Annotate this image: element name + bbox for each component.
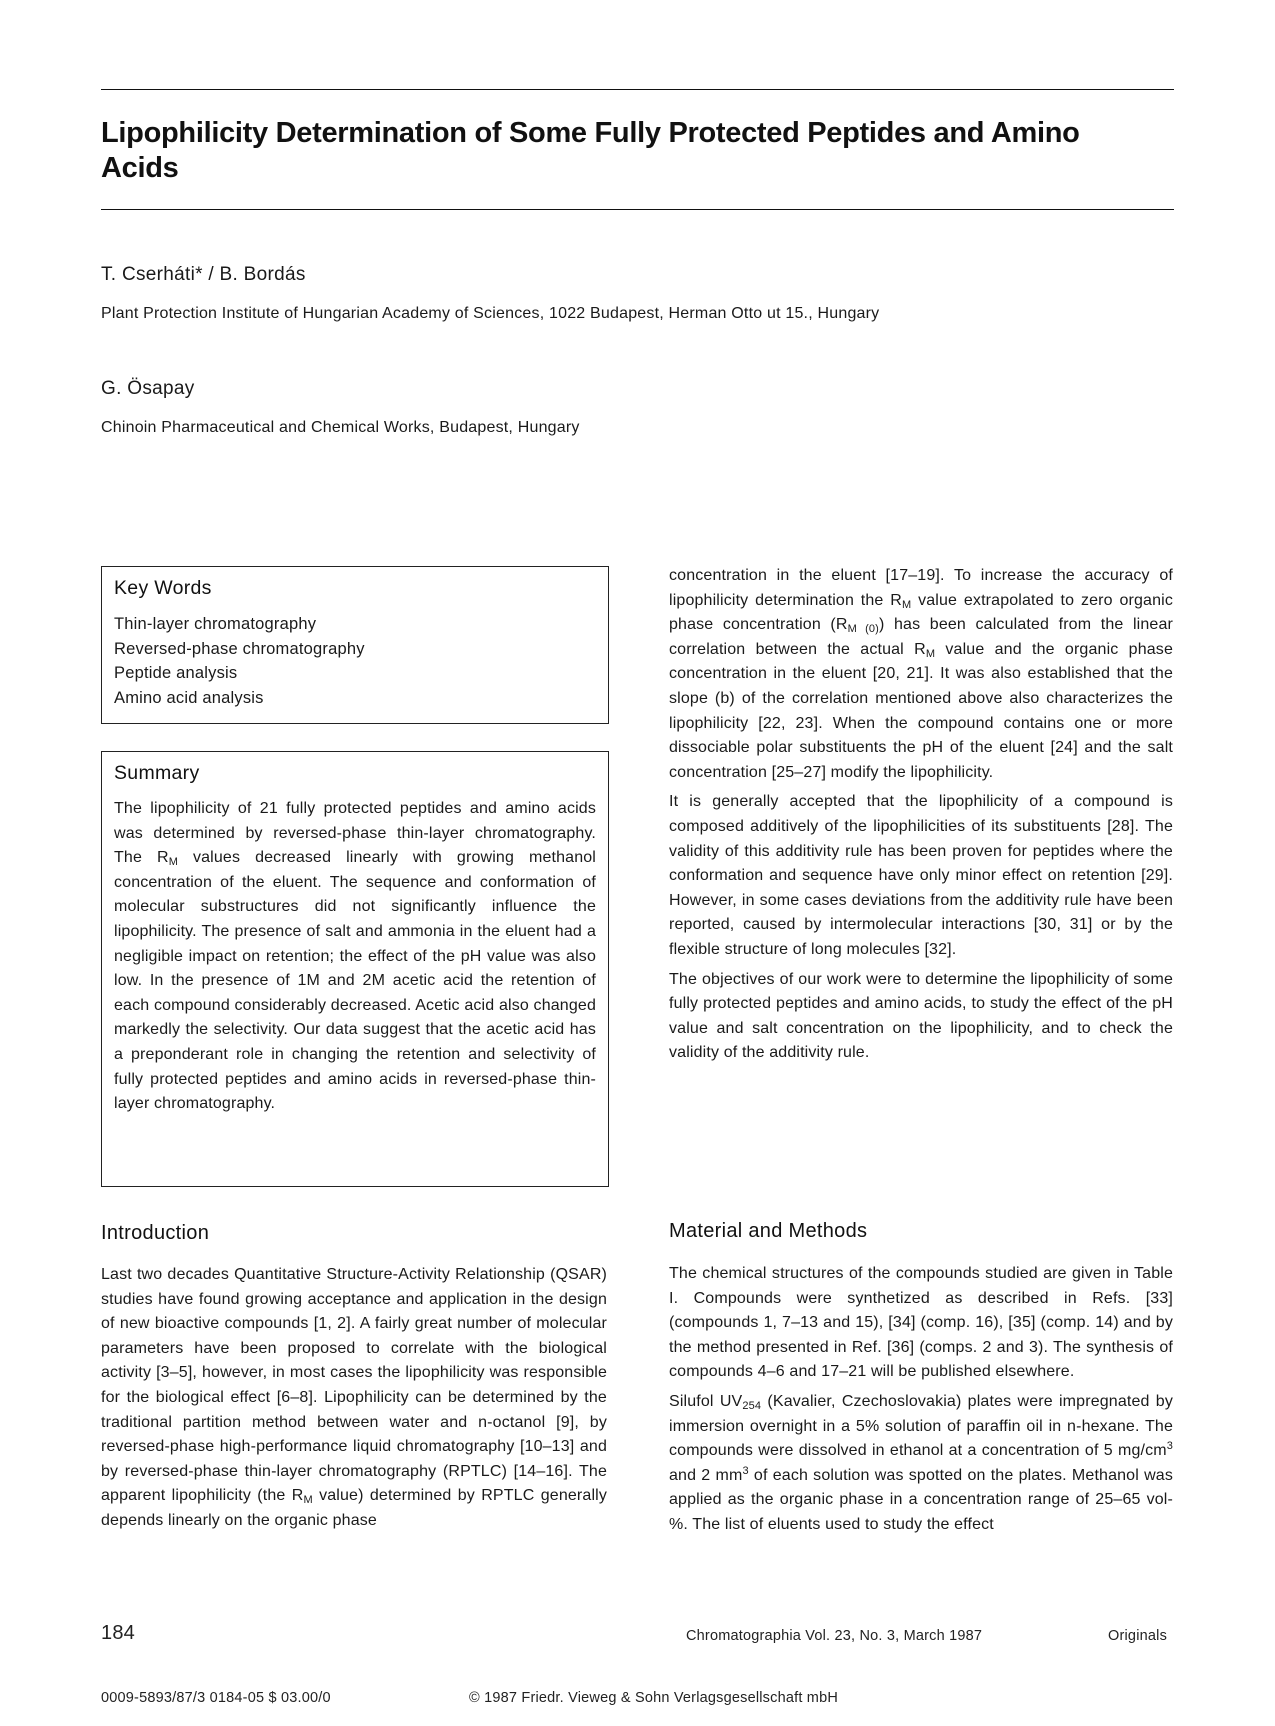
key-word-item: Reversed-phase chromatography [114,639,365,658]
methods-heading: Material and Methods [669,1220,868,1242]
paragraph: concentration in the eluent [17–19]. To increase the accuracy of lipophilicity determination the $R_M$ value extrapolated to zero organic phase concentration $(R_{M (0)})$ has been calculated from the linear correlation between the actual $R_M$ value and the organic phase concentration in the eluent [20, 21]. It was also established that the slope (b) of the correlation mentioned above also characterizes the lipophilicity [22, 23]. When the compound contains one or more dissociable polar substituents the pH of the eluent [24] and the salt concentration [25–27] modify the lipophilicity. [669,567,1174,781]
article-title: Lipophilicity Determination of Some Fully Protected Peptides and Amino Acids [101,117,1080,184]
authors-line-2: G. Ösapay [101,378,195,399]
copyright-notice: © 1987 Friedr. Vieweg & Sohn Verlagsgesellschaft mbH [469,1690,839,1706]
paragraph: It is generally accepted that the lipophilicity of a compound is composed additively of the lipophilicities of its substituents [28]. The validity of this additivity rule has been proven for peptides where the conformation and sequence have only minor effect on retention [29]. However, in some cases deviations from the additivity rule have been reported, caused by intermolecular interactions [30, 31] or by the flexible structure of long molecules [32]. [669,793,1173,958]
authors-line-1: T. Cserháti* / B. Bordás [101,264,306,285]
methods-text [669,1262,1173,1543]
title-bottom-rule [101,209,1174,210]
summary-box [101,751,609,1187]
paragraph: The chemical structures of the compounds studied are given in Table I. Compounds were synthetized as described in Refs. [33] (compounds 1, 7–13 and 15), [34] (comp. 16), [35] (comp. 14) and by the method presented in Ref. [36] (comps. 2 and 3). The synthesis of compounds 4–6 and 17–21 will be published elsewhere. [669,1265,1173,1381]
section-label: Originals [1108,1628,1168,1644]
key-words-box [101,566,609,724]
introduction-text: Last two decades Quantitative Structure-Activity Relationship (QSAR) studies have found growing acceptance and application in the design of new bioactive compounds [1, 2]. A fairly great number of molecular parameters have been proposed to correlate with the biological activity [3–5], however, in most cases the lipophilicity was responsible for the biological effect [6–8]. Lipophilicity can be determined by the traditional partition method between water and n-octanol [9], by reversed-phase high-performance liquid chromatography [10–13] and by reversed-phase thin-layer chromatography (RPTLC) [14–16]. The apparent lipophilicity (the $R_M$ value) determined by RPTLC generally depends linearly on the organic phase [101,1266,608,1529]
key-word-item: Peptide analysis [114,664,238,682]
page-number: 184 [101,1622,135,1644]
introduction-heading: Introduction [101,1222,210,1244]
article-code: 0009-5893/87/3 0184-05 $ 03.00/0 [101,1690,331,1706]
paragraph: Silufol $UV_{254}$ (Kavalier, Czechoslovakia) plates were impregnated by immersion overnight in a 5% solution of paraffin oil in n-hexane. The compounds were dissolved in ethanol at a concentration of 5 $mg/cm^3$ and 2 $mm^3$ of each solution was spotted on the plates. Methanol was applied as the organic phase in a concentration range of 25–65 vol-%. The list of eluents used to study the effect [669,1392,1173,1533]
summary-text: The lipophilicity of 21 fully protected peptides and amino acids was determined by reversed-phase thin-layer chromatography. The $R_M$ values decreased linearly with growing methanol concentration of the eluent. The sequence and conformation of molecular substructures did not significantly influence the lipophilicity. The presence of salt and ammonia in the eluent had a negligible impact on retention; the effect of the pH value was also low. In the presence of 1M and 2M acetic acid the retention of each compound considerably decreased. Acetic acid also changed markedly the selectivity. Our data suggest that the acetic acid has a preponderant role in changing the retention and selectivity of fully protected peptides and amino acids in reversed-phase thin-layer chromatography. [114,800,596,1113]
top-rule [101,89,1174,90]
summary-heading: Summary [114,762,200,784]
key-word-item: Amino acid analysis [114,688,264,707]
affiliation-2: Chinoin Pharmaceutical and Chemical Works, Budapest, Hungary [101,419,580,436]
affiliation-1: Plant Protection Institute of Hungarian Academy of Sciences, 1022 Budapest, Herman Otto ut 15., Hungary [101,305,880,322]
journal-citation: Chromatographia Vol. 23, No. 3, March 1987 [686,1628,983,1644]
right-column-text [669,564,1173,1071]
paragraph: The objectives of our work were to determine the lipophilicity of some fully protected peptides and amino acids, to study the effect of the pH value and salt concentration on the lipophilicity, and to check the validity of the additivity rule. [669,970,1173,1062]
key-words-heading: Key Words [114,577,212,599]
key-word-item: Thin-layer chromatography [114,615,317,633]
